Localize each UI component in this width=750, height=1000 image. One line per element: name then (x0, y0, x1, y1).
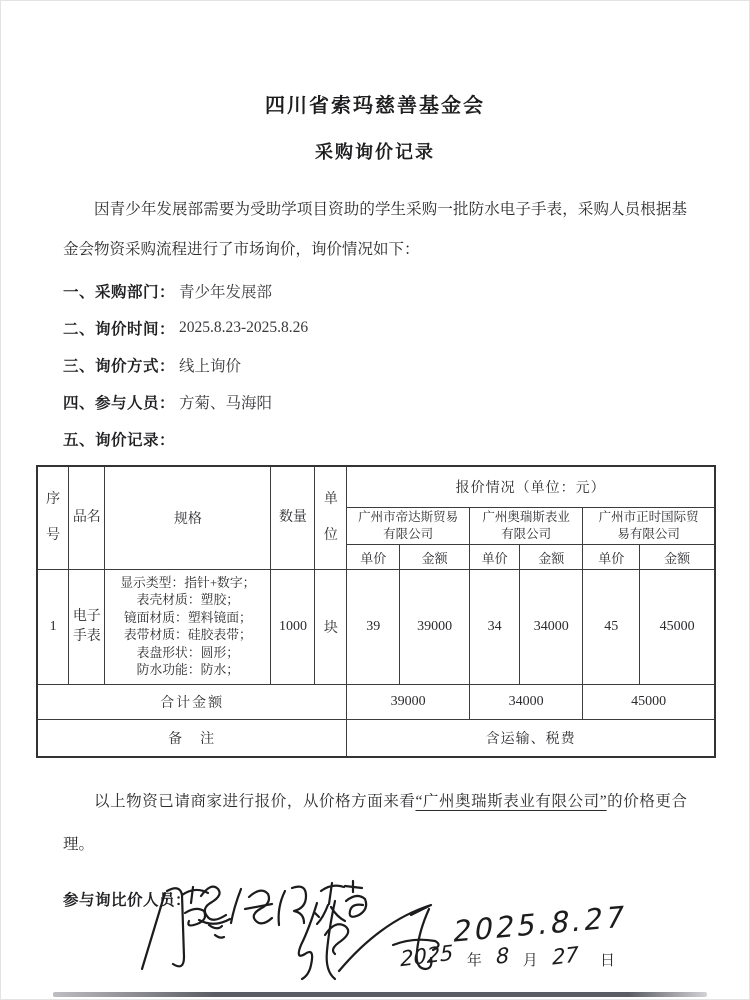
header-qty: 数量 (271, 466, 315, 570)
quotation-table (36, 465, 716, 758)
cell-vendor-1-amount: 39000 (400, 570, 470, 685)
cell-unit: 块 (315, 570, 347, 685)
header-vendor-3-unit-price: 单价 (583, 545, 640, 570)
remark-value: 含运输、税费 (347, 720, 715, 758)
approval-date-handwriting: 2025.8.27 (450, 899, 631, 949)
item-inquiry-method (63, 346, 687, 383)
participants-signature-label: 参与询比价人员： (63, 892, 192, 909)
header-spec: 规格 (105, 466, 271, 570)
header-vendor-2-amount: 金额 (520, 545, 583, 570)
cell-qty: 1000 (271, 570, 315, 685)
intro-paragraph: 因青少年发展部需要为受助学项目资助的学生采购一批防水电子手表，采购人员根据基金会物资采购流程进行了市场询价，询价情况如下： (63, 201, 687, 258)
approver-signature-handwriting (283, 895, 473, 981)
cell-seq: 1 (37, 570, 69, 685)
spec-line: 防水功能：防水； (136, 663, 240, 677)
spec-line: 表壳材质：塑胶； (136, 593, 240, 607)
item-inquiry-time (63, 309, 687, 346)
item-participants-value: 方菊、马海阳 (179, 394, 273, 412)
handwritten-day: 27 (551, 942, 579, 970)
header-vendor-1: 广州市帝达斯贸易有限公司 (347, 508, 470, 545)
cell-vendor-1-unit-price: 39 (347, 570, 400, 685)
item-inquiry-method-label: 三、询价方式： (63, 357, 176, 375)
cell-spec (105, 570, 271, 685)
header-vendor-1-unit-price: 单价 (347, 545, 400, 570)
table-remark-row (37, 720, 715, 758)
item-participants (63, 383, 687, 420)
conclusion-paragraph (63, 780, 687, 866)
conclusion-suffix: 的价格更合理。 (63, 793, 687, 853)
header-product: 品名 (69, 466, 105, 570)
cell-vendor-3-unit-price: 45 (583, 570, 640, 685)
header-vendor-1-amount: 金额 (400, 545, 470, 570)
remark-label: 备 注 (37, 720, 347, 758)
conclusion-prefix: 以上物资已请商家进行报价，从价格方面来看 (94, 793, 416, 810)
spec-line: 镜面材质：塑料镜面； (123, 610, 252, 625)
header-vendor-2-unit-price: 单价 (470, 545, 520, 570)
selected-vendor-name: “广州奥瑞斯表业有限公司” (415, 793, 607, 810)
document-title: 四川省索玛慈善基金会 (265, 95, 485, 117)
cell-vendor-2-unit-price: 34 (470, 570, 520, 685)
item-department-value: 青少年发展部 (179, 283, 273, 301)
date-month-unit: 月 (522, 953, 538, 969)
total-vendor-3: 45000 (583, 685, 715, 720)
scan-artifact-bottom-edge (53, 992, 707, 997)
handwritten-approval-area (1, 871, 750, 996)
item-participants-label: 四、参与人员： (63, 394, 176, 412)
document-subtitle: 采购询价记录 (315, 142, 435, 162)
approval-handwriting (129, 877, 247, 985)
total-vendor-1: 39000 (347, 685, 470, 720)
item-record-heading-label: 五、询价记录： (63, 431, 176, 449)
cell-product: 电子手表 (69, 570, 105, 685)
header-seq: 序号 (37, 466, 69, 570)
spec-line: 显示类型：指针+数字； (120, 575, 256, 590)
cell-vendor-2-amount: 34000 (520, 570, 583, 685)
spec-line: 表盘形状：圆形； (136, 645, 240, 660)
spec-line: 表带材质：硅胶表带； (123, 628, 252, 642)
item-inquiry-method-value: 线上询价 (179, 357, 242, 375)
header-vendor-2: 广州奥瑞斯表业有限公司 (470, 508, 583, 545)
cell-vendor-3-amount: 45000 (640, 570, 715, 685)
total-vendor-2: 34000 (470, 685, 583, 720)
header-vendor-3-amount: 金额 (640, 545, 715, 570)
item-inquiry-time-value: 2025.8.23-2025.8.26 (179, 318, 309, 336)
table-total-row (37, 685, 715, 720)
total-label: 合计金额 (37, 685, 347, 720)
item-department-label: 一、采购部门： (63, 283, 176, 301)
table-header-row-1 (37, 466, 715, 508)
header-quote-group: 报价情况（单位：元） (347, 466, 715, 508)
date-year-unit: 年 (466, 953, 482, 969)
header-vendor-3: 广州市正时国际贸易有限公司 (583, 508, 715, 545)
item-department (63, 272, 687, 309)
table-data-row (37, 570, 715, 685)
item-inquiry-time-label: 二、询价时间： (63, 320, 176, 338)
item-record-heading (63, 420, 687, 457)
date-day-unit: 日 (599, 953, 615, 969)
handwritten-month: 8 (495, 943, 510, 969)
info-items (63, 272, 687, 457)
header-unit: 单位 (315, 466, 347, 570)
handwritten-year: 2025 (399, 940, 454, 972)
